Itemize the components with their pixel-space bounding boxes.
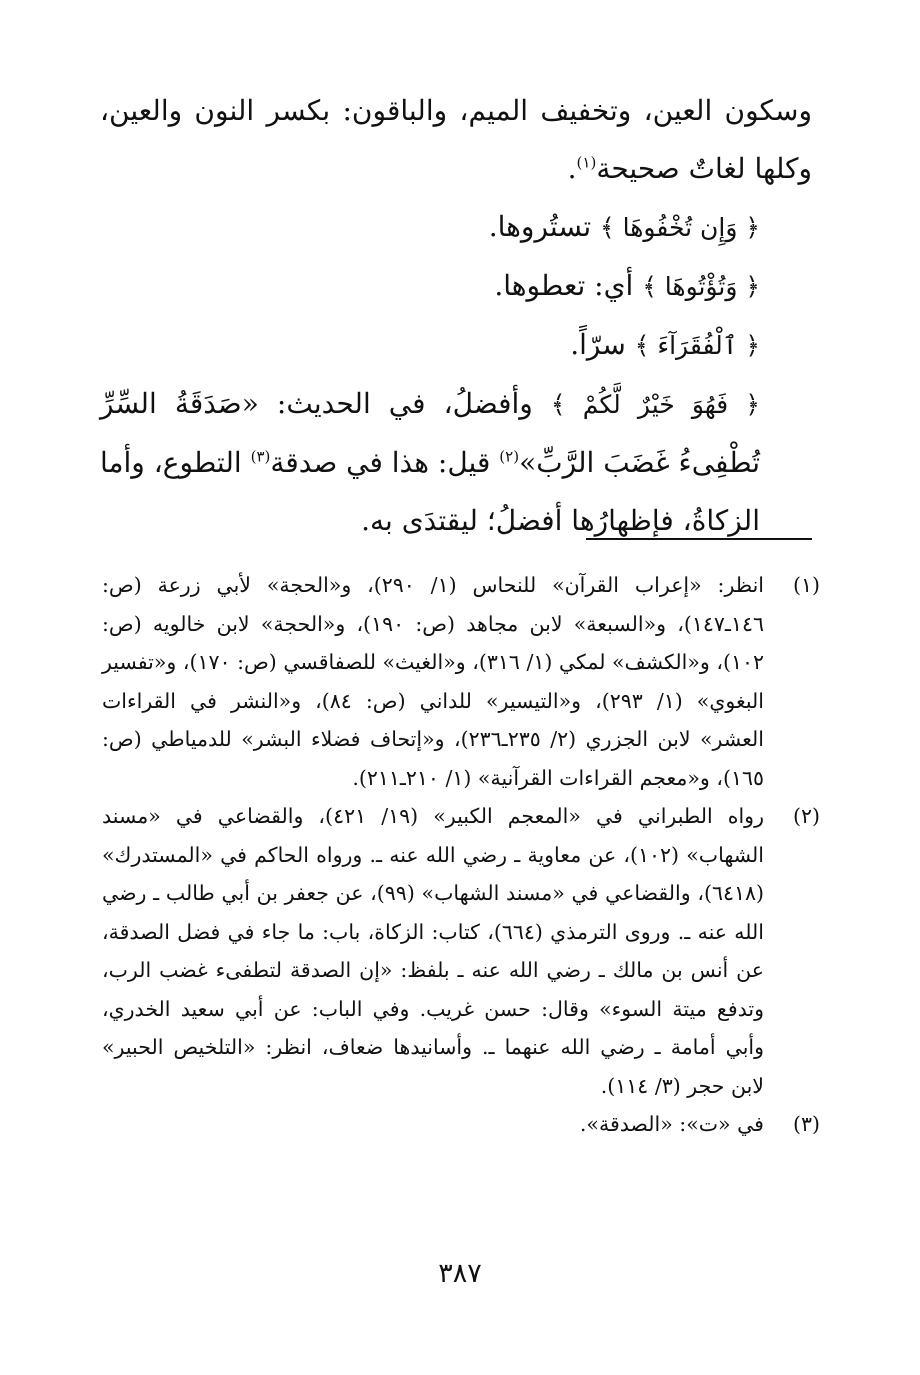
paragraph-1-line-1: وسكون العين، وتخفيف الميم، والباقون: بكسر النون والعين، وكلها [100,94,812,185]
footnote-number: (١) [792,573,820,597]
verse-line-1 [100,198,812,257]
footnote-ref-1: (١) [576,153,597,172]
quran-phrase-1: ﴿ وَإِن تُخْفُوهَا ﴾ [600,213,760,242]
footnote-divider [586,538,812,540]
hadith-text: وأفضلُ، في الحديث: «صَدَقَةُ السِّرِّ تُطْفِىءُ غَضَبَ الرَّبِّ» [100,387,760,479]
footnote-ref-3: (٣) [250,447,271,466]
commentary-text: قيل: هذا في صدقة [270,446,500,479]
footnote-number: (٢) [792,804,820,828]
footnote-1 [102,566,820,797]
footnote-text: رواه الطبراني في «المعجم الكبير» (١٩/ ٤٢١)، والقضاعي في «مسند الشهاب» (١٠٢)، عن معاوية ـ رضي الله عنه ـ. ورواه الحاكم في «المستدرك» (٦٤١٨)، والقضاعي في «مسند الشهاب» (٩٩)، عن جعفر بن أبي طالب ـ رضي الله عنه ـ. وروى الترمذي (٦٦٤)، كتاب: الزكاة، باب: ما جاء في فضل الصدقة، عن أنس بن مالك ـ رضي الله عنه ـ بلفظ: «إن الصدقة لتطفىء غضب الرب، وتدفع ميتة السوء» وقال: حسن غريب. وفي الباب: عن أبي سعيد الخدري، وأبي أمامة ـ رضي الله عنهما ـ. وأسانيدها ضعاف، انظر: «التلخيص الحبير» لابن حجر (٣/ ١١٤). [102,804,765,1098]
quran-phrase-3: ﴿ ٱلْفُقَرَآءَ ﴾ [634,331,760,360]
footnote-text: انظر: «إعراب القرآن» للنحاس (١/ ٢٩٠)، و«الحجة» لأبي زرعة (ص: ١٤٦ـ١٤٧)، و«السبعة» لابن مجاهد (ص: ١٩٠)، و«الحجة» لابن خالويه (ص: ١٠٢)، و«الكشف» لمكي (١/ ٣١٦)، و«الغيث» للصفاقسي (ص: ١٧٠)، و«تفسير البغوي» (١/ ٢٩٣)، و«التيسير» للداني (ص: ٨٤)، و«النشر في القراءات العشر» لابن الجزري (٢/ ٢٣٥ـ٢٣٦)، و«إتحاف فضلاء البشر» للدمياطي (ص: ١٦٥)، و«معجم القراءات القرآنية» (١/ ٢١٠ـ٢١١). [102,573,764,790]
verse-line-2 [100,257,812,316]
footnote-2 [102,797,820,1105]
paragraph-1-tail: . [567,152,577,185]
verse-gloss-2: أي: تعطوها. [494,269,643,302]
verse-gloss-3: سرّاً. [570,328,635,361]
footnotes [102,566,820,1144]
verse-line-3 [100,316,812,375]
commentary-text-end: التطوع، وأما الزكاةُ، فإظهارُها أفضلُ؛ ليقتدَى به. [100,446,760,537]
footnote-3 [102,1105,820,1144]
page-number: ٣٨٧ [438,1258,482,1289]
footnote-number: (٣) [792,1112,820,1136]
main-text [100,82,812,550]
quran-phrase-4: ﴿ فَهُوَ خَيْرٌ لَّكُمْ ﴾ [550,390,760,419]
paragraph-1 [100,82,812,198]
quran-phrase-2: ﴿ وَتُؤْتُوهَا ﴾ [642,272,760,301]
footnote-text: في «ت»: «الصدقة». [579,1112,764,1136]
footnote-ref-2: (٢) [499,447,520,466]
paragraph-1-end: لغاتٌ صحيحة [596,152,746,185]
verse-paragraph-4 [100,375,812,550]
verse-gloss-1: تستُروها. [488,210,601,243]
